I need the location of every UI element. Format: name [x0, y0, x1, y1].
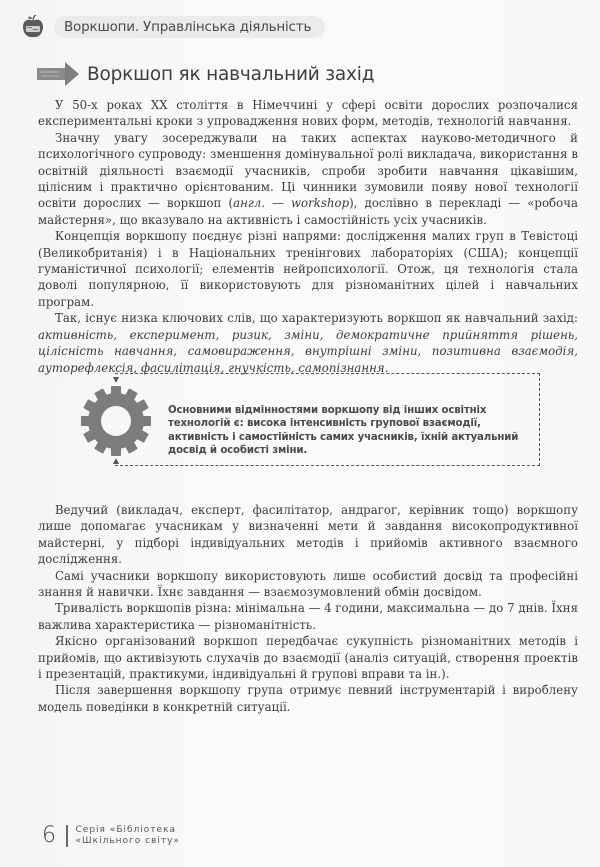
- paragraph: Значну увагу зосереджували на таких аспектах науково-методичного й психологічного супроводу: зменшення домінувальної ролі викладача, використання в освітній діяльності взаємодії учасників, спроби зробити навчання цікавішим, цілісним і практично орієнтованим. Ці чинники зумовили появу нової технології освіти дорослих — воркшоп (англ. — workshop), дослівно в перекладі — «робоча майстерня», що вказувало на активність і самостійність усіх учасників.: [38, 130, 578, 227]
- paragraph: Так, існує низка ключових слів, що характеризують воркшоп як навчальний захід: активність, експеримент, ризик, зміни, демократичне прийняття рішень, цілісність навчання, самовираження, внутрішні зміни, позитивна взаємодія, ауторефлексія, фасилітація, гнучкість, самопізнання.: [38, 311, 578, 375]
- arrow-right-icon: [37, 62, 79, 86]
- arrow-up-icon: [113, 458, 119, 464]
- section-title: Воркшоп як навчальний захід: [87, 63, 375, 85]
- apple-book-icon: [22, 15, 44, 39]
- text-block-top: [38, 97, 578, 376]
- page-footer: [42, 823, 180, 848]
- footer-divider: [66, 825, 68, 847]
- paragraph: Після завершення воркшопу група отримує певний інструментарій і вироблену модель поведінки в конкретній ситуації.: [38, 683, 578, 714]
- keyword-list: активність, експеримент, ризик, зміни, демократичне прийняття рішень, цілісність навчання, самовираження, внутрішні зміни, позитивна взаємодія, ауторефлексія, фасилітація, гнучкість, самопізнання: [38, 327, 578, 375]
- text-block-bottom: [38, 502, 578, 715]
- paragraph: Якісно організований воркшоп передбачає сукупність різноманітних методів і прийомів, що активізують слухачів до взаємодії (аналіз ситуацій, створення проектів і презентацій, практикуми, індивідуальні й групові вправи та ін.).: [38, 634, 578, 682]
- page-number: 6: [42, 823, 56, 848]
- section-heading: [37, 62, 374, 86]
- running-header: [22, 14, 325, 40]
- callout-text: Основними відмінностями воркшопу від інших освітніх технологій є: висока інтенсивність групової взаємодії, активність і самостійність самих учасників, їхній актуальний досвід й особисті зміни.: [168, 405, 519, 456]
- paragraph: Самі учасники воркшопу використовують лише особистий досвід та професійні знання й навички. Їхнє завдання — взаємозумовлений обмін досвідом.: [38, 568, 578, 600]
- series-label: Серія «Бібліотека «Шкільного світу»: [75, 824, 180, 846]
- paragraph: Тривалість воркшопів різна: мінімальна — 4 години, максимальна — до 7 днів. Їхня важлива характеристика — різноманітність.: [38, 601, 579, 632]
- paragraph: Ведучий (викладач, експерт, фасилітатор, андрагог, керівник тощо) воркшопу лише допомагає учасникам у визначенні мети й завдання високопродуктивної майстерні, у підборі індивідуальних методів і прийомів активного взаємного дослідження.: [38, 503, 578, 567]
- paragraph: У 50-х роках XX століття в Німеччині у сфері освіти дорослих розпочалися експериментальні кроки з упровадження нових форм, методів, технологій навчання.: [38, 98, 578, 129]
- italic-term: англ. — workshop: [233, 196, 350, 211]
- arrow-down-icon: [113, 377, 119, 383]
- gear-icon: [80, 385, 152, 457]
- running-title: Воркшопи. Управлінська діяльність: [54, 16, 325, 38]
- paragraph: Концепція воркшопу поєднує різні напрями: дослідження малих груп в Тевістоці (Великобританія) і в Національних тренінгових лабораторіях (США); концепції гуманістичної психології; елементів нейропсихології. Отож, ця технологія стала доволі популярною, її використовують для різноманітних цілей і навчальних програм.: [38, 229, 578, 309]
